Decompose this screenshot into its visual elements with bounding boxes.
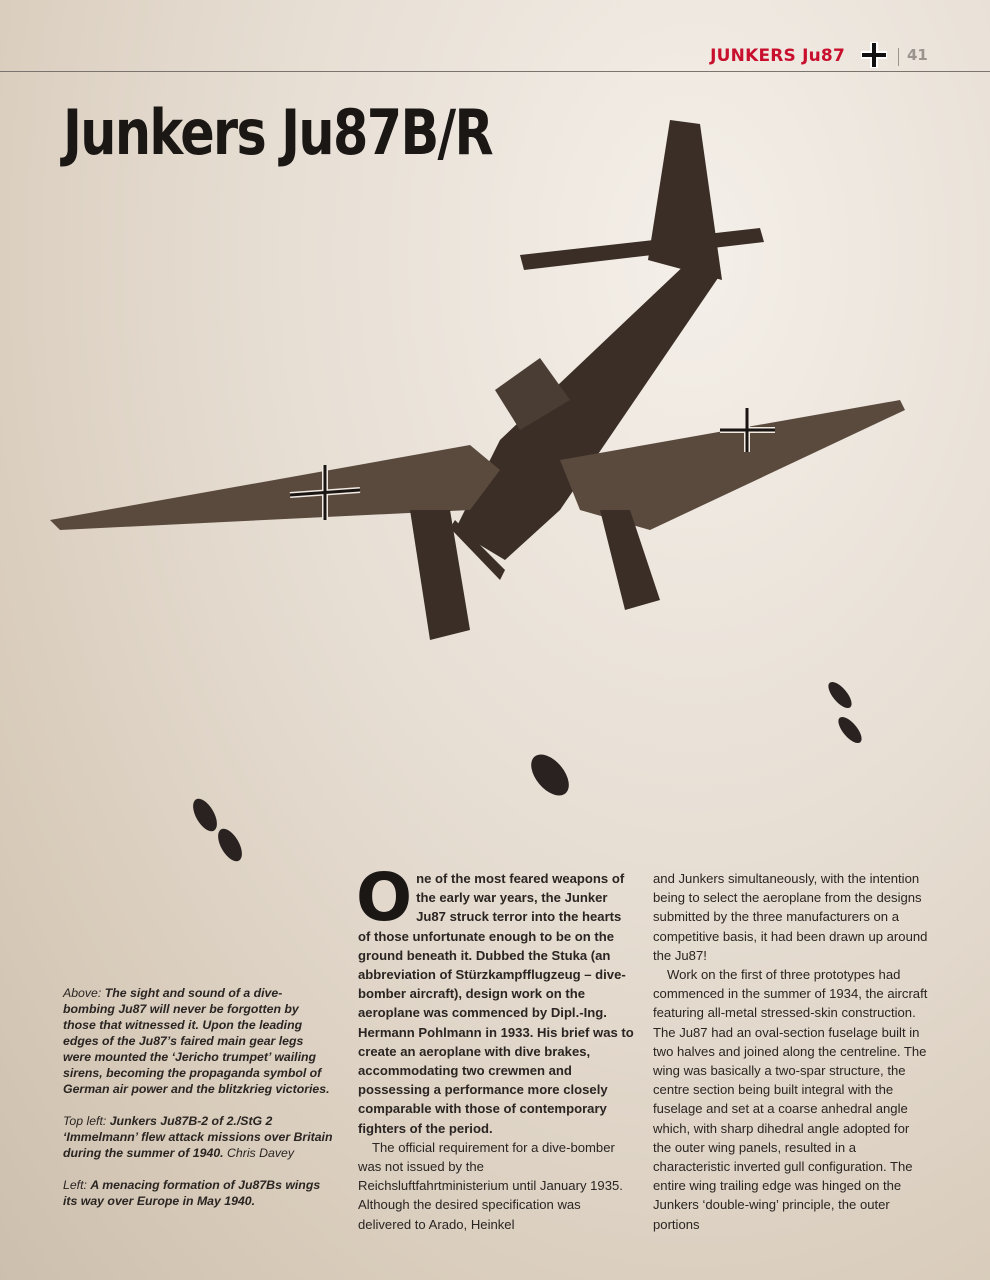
caption-above: Above: The sight and sound of a dive-bombing Ju87 will never be forgotten by those that witnessed it. Upon the leading edges of the Ju87’s faired main gear legs were mounted the ‘Jericho trumpet’ wailing sirens, becoming the propaganda symbol of German air power and the blitzkrieg victories.	[63, 986, 330, 1096]
article-lead: One of the most feared weapons of the early war years, the Junker Ju87 struck terror into the hearts of those unfortunate enough to be on the ground beneath it. Dubbed the Stuka (an abbreviation of Stürzkampfflugzeug – dive-bomber aircraft), design work on the aeroplane was commenced by Dipl.-Ing. Hermann Pohlmann in 1933. His brief was to create an aeroplane with dive brakes, accommodating two crewmen and possessing a performance more closely comparable with those of contemporary fighters of the period.	[356, 859, 634, 1136]
header-rule	[0, 71, 990, 72]
caption-top-left: Top left: Junkers Ju87B-2 of 2./StG 2 ‘Immelmann’ flew attack missions over Britain during the summer of 1940. Chris Davey	[63, 1114, 333, 1160]
tail-fin	[648, 120, 722, 280]
bomb	[834, 713, 865, 747]
bomb	[524, 748, 576, 803]
article-paragraph: and Junkers simultaneously, with the intention being to select the aeroplane from the designs submitted by the three manufacturers on a competitive basis, it had been drawn up around the Ju87!	[653, 871, 928, 963]
page-divider	[898, 48, 899, 66]
caption-left: Left: A menacing formation of Ju87Bs wings its way over Europe in May 1940.	[63, 1178, 321, 1208]
balkenkreuz-icon	[859, 40, 889, 70]
article-column-1	[356, 859, 636, 1234]
page-number: 41	[907, 46, 928, 64]
tailplane	[520, 228, 764, 270]
article-column-2	[653, 869, 931, 1234]
page-title: Junkers Ju87B/R	[63, 96, 492, 169]
running-title: JUNKERS Ju87	[710, 46, 845, 66]
drop-cap: O	[356, 859, 413, 936]
bomb	[213, 825, 247, 865]
bomb	[188, 795, 222, 835]
bomb	[824, 678, 855, 712]
article-paragraph: The official requirement for a dive-bomber was not issued by the Reichsluftfahrtministerium until January 1935. Although the desired specification was delivered to Arado, Heinkel	[358, 1139, 623, 1232]
photo-captions	[63, 985, 333, 1225]
article-paragraph: Work on the first of three prototypes had commenced in the summer of 1934, the aircraft featuring all-metal stressed-skin construction. The Ju87 had an oval-section fuselage built in two halves and joined along the centreline. The wing was basically a two-spar structure, the centre section being built integral with the fuselage and set at a coarse anhedral angle which, with sharp dihedral angle adopted for the outer wing panels, resulted in a characteristic inverted gull configuration. The entire wing trailing edge was hinged on the Junkers ‘double-wing’ principle, the outer portions	[653, 967, 928, 1232]
photo-credit: Chris Davey	[223, 1146, 294, 1160]
diving-aircraft-photo	[0, 110, 990, 880]
